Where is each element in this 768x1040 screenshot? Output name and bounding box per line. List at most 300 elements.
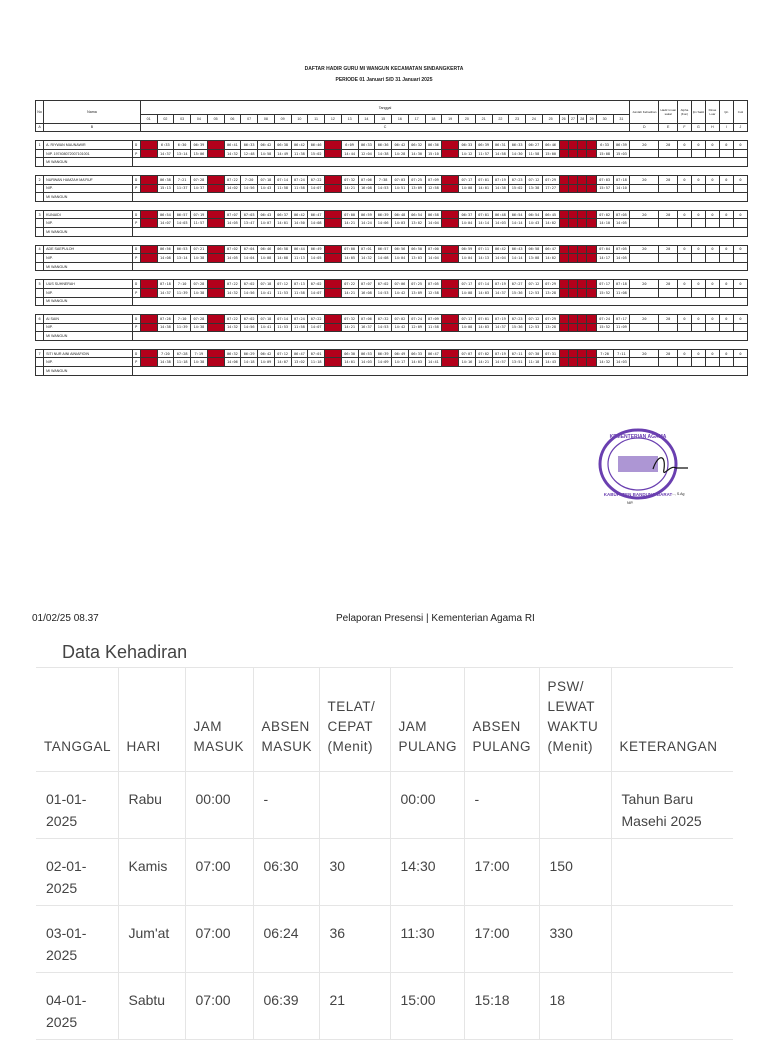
teacher-name: ADE SAEPULOH	[44, 245, 132, 254]
time-in-cell: 07:29	[542, 175, 559, 184]
time-in-cell: 07:09	[425, 175, 442, 184]
time-in-cell: 06:48	[492, 210, 509, 219]
time-out-cell: 11:39	[174, 323, 191, 332]
table-cell: -	[464, 772, 539, 839]
header-day: 17	[408, 115, 425, 124]
unit-row-fill	[132, 332, 747, 341]
time-out-cell: 11:58	[526, 149, 543, 158]
header-day: 08	[258, 115, 275, 124]
time-out-cell: 14:53	[375, 184, 392, 193]
total-cell: 0	[719, 245, 733, 254]
time-in-cell: 06:33	[408, 349, 425, 358]
time-in-cell: 06:59	[358, 210, 375, 219]
time-in-cell: 06:42	[291, 210, 308, 219]
table-cell: 00:00	[390, 772, 464, 839]
time-out-cell	[207, 219, 224, 228]
table-row	[36, 158, 748, 167]
time-in-cell: 07:28	[191, 315, 208, 324]
time-out-cell: 14:30	[509, 149, 526, 158]
time-in-cell	[140, 141, 157, 150]
time-out-cell: 14:08	[274, 254, 291, 263]
teacher-unit: MI WANGUN	[44, 193, 132, 202]
time-in-cell: 06:53	[358, 349, 375, 358]
time-in-cell: 06:32	[224, 349, 241, 358]
teacher-unit: MI WANGUN	[44, 332, 132, 341]
time-in-cell: 07:22	[308, 175, 325, 184]
time-out-cell	[442, 149, 459, 158]
time-in-cell: 06:36	[375, 141, 392, 150]
time-in-cell	[587, 349, 596, 358]
time-out-cell: 14:18	[241, 358, 258, 367]
time-out-cell: 15:52	[596, 323, 613, 332]
teacher-unit: MI WANGUN	[44, 227, 132, 236]
time-in-cell: 06:48	[392, 210, 409, 219]
time-out-cell: 14:57	[492, 358, 509, 367]
time-out-cell: 14:10	[596, 219, 613, 228]
total-cell: 0	[705, 315, 719, 324]
header-izin-sakit: Ijin Sakit	[691, 101, 705, 124]
time-in-cell	[587, 245, 596, 254]
total-empty	[705, 219, 719, 228]
time-out-cell: 11:58	[291, 288, 308, 297]
time-out-cell: 14:53	[375, 288, 392, 297]
total-cell: 0	[705, 349, 719, 358]
time-in-cell: 06:42	[492, 245, 509, 254]
total-empty	[691, 149, 705, 158]
header-hadir: Hadir tmuai sakal	[659, 101, 678, 124]
row-spacer	[36, 340, 748, 349]
time-in-cell: 07:32	[341, 175, 358, 184]
time-out-cell	[587, 149, 596, 158]
time-out-cell: 14:43	[258, 184, 275, 193]
row-spacer	[36, 201, 748, 210]
time-in-cell: 06:32	[408, 141, 425, 150]
table-cell: 07:00	[185, 906, 253, 973]
time-in-cell: 07:22	[341, 280, 358, 289]
time-out-cell: 16:08	[358, 288, 375, 297]
time-out-cell	[578, 219, 587, 228]
total-cuti: 0	[733, 245, 747, 254]
time-in-cell: 07:24	[596, 315, 613, 324]
time-out-cell: 14:04	[459, 254, 476, 263]
time-in-cell: 06:47	[542, 245, 559, 254]
row-no: 2	[36, 175, 44, 184]
time-out-cell: 13:47	[241, 219, 258, 228]
time-out-cell: 14:07	[157, 219, 174, 228]
total-cell: 20	[659, 280, 678, 289]
column-header: ABSEN PULANG	[464, 667, 539, 772]
time-out-cell: 15:06	[191, 149, 208, 158]
table-cell: -	[253, 772, 319, 839]
row-no: 6	[36, 315, 44, 324]
time-out-cell: 13:03	[408, 254, 425, 263]
header-day: 05	[207, 115, 224, 124]
stamp-text-bottom: KABUPATEN BANDUNG BARAT	[603, 492, 673, 497]
table-cell: 14:30	[390, 839, 464, 906]
col-letter: F	[678, 123, 692, 132]
total-empty	[719, 358, 733, 367]
total-empty	[659, 149, 678, 158]
time-in-cell	[578, 141, 587, 150]
unit-row-fill	[132, 297, 747, 306]
total-cell: 0	[691, 280, 705, 289]
total-empty	[691, 254, 705, 263]
total-empty	[705, 323, 719, 332]
time-out-cell: 14:58	[258, 149, 275, 158]
time-out-cell: 14:02	[542, 219, 559, 228]
time-in-cell	[207, 210, 224, 219]
unit-row-fill	[132, 227, 747, 236]
time-in-cell	[578, 349, 587, 358]
time-out-cell: 14:03	[492, 219, 509, 228]
time-out-cell: 12:04	[358, 149, 375, 158]
time-in-cell: 07:17	[459, 175, 476, 184]
total-cell: 0	[705, 210, 719, 219]
time-out-cell: 14:07	[258, 219, 275, 228]
time-in-cell	[568, 141, 577, 150]
total-cell: 0	[678, 315, 692, 324]
time-in-cell: 06:33	[358, 141, 375, 150]
time-in-cell: 07:19	[492, 175, 509, 184]
table-row	[36, 184, 748, 193]
time-in-cell	[442, 175, 459, 184]
time-in-cell	[559, 175, 568, 184]
time-in-cell: 06:31	[492, 141, 509, 150]
table-cell: Kamis	[118, 839, 185, 906]
time-in-cell: 06:33	[509, 141, 526, 150]
time-in-cell: 07:19	[492, 315, 509, 324]
time-out-cell: 15:36	[509, 288, 526, 297]
teacher-unit: MI WANGUN	[44, 367, 132, 376]
time-in-cell: 07:22	[308, 315, 325, 324]
time-out-cell	[587, 288, 596, 297]
total-cell: 0	[705, 141, 719, 150]
time-out-cell	[587, 323, 596, 332]
time-in-cell: 06:47	[425, 349, 442, 358]
time-in-cell: 7:21	[174, 175, 191, 184]
time-out-cell: 14:21	[341, 323, 358, 332]
time-out-cell	[442, 184, 459, 193]
row-no-empty	[36, 158, 44, 167]
time-out-cell	[207, 288, 224, 297]
kehadiran-table	[36, 667, 733, 1040]
table-cell: Jum'at	[118, 906, 185, 973]
header-day: 02	[157, 115, 174, 124]
column-header: TANGGAL	[36, 667, 118, 772]
time-out-cell: 14:37	[157, 149, 174, 158]
time-in-cell: 07:00	[425, 245, 442, 254]
time-out-cell: 15:10	[425, 149, 442, 158]
col-letter: C	[140, 123, 630, 132]
total-empty	[719, 184, 733, 193]
time-out-cell	[578, 288, 587, 297]
total-cell: 0	[678, 280, 692, 289]
teacher-unit: MI WANGUN	[44, 262, 132, 271]
row-type-datang: D	[132, 315, 140, 324]
time-in-cell	[568, 315, 577, 324]
time-out-cell: 14:05	[224, 219, 241, 228]
table-row	[36, 332, 748, 341]
time-out-cell	[568, 323, 577, 332]
time-in-cell: 07:28	[191, 280, 208, 289]
print-source: Pelaporan Presensi | Kementerian Agama RI	[336, 613, 535, 624]
time-out-cell: 11:37	[174, 184, 191, 193]
time-in-cell: 07:28	[157, 315, 174, 324]
time-in-cell: 07:13	[291, 280, 308, 289]
time-in-cell: 07:07	[459, 349, 476, 358]
time-out-cell: 11:58	[291, 323, 308, 332]
table-cell: Tahun Baru Masehi 2025	[611, 772, 733, 839]
time-out-cell: 11:57	[475, 149, 492, 158]
time-out-cell: 14:04	[425, 254, 442, 263]
total-empty	[678, 149, 692, 158]
stamp-text-top: KEMENTERIAN AGAMA	[609, 434, 667, 440]
time-out-cell	[578, 323, 587, 332]
row-no-empty	[36, 149, 44, 158]
total-cell: 0	[719, 349, 733, 358]
header-day: 21	[475, 115, 492, 124]
total-cell: 0	[678, 141, 692, 150]
time-out-cell: 14:01	[475, 184, 492, 193]
time-out-cell: 14:41	[258, 323, 275, 332]
col-letter: E	[659, 123, 678, 132]
table-row	[36, 288, 748, 297]
time-in-cell: 07:25	[408, 280, 425, 289]
time-in-cell: 07:18	[258, 175, 275, 184]
time-in-cell	[559, 349, 568, 358]
row-type-pulang: P	[132, 323, 140, 332]
table-cell: Rabu	[118, 772, 185, 839]
time-out-cell	[568, 219, 577, 228]
time-out-cell: 15:57	[596, 184, 613, 193]
time-in-cell: 07:24	[291, 315, 308, 324]
total-empty	[705, 288, 719, 297]
time-in-cell: 07:12	[526, 280, 543, 289]
header-day: 01	[140, 115, 157, 124]
time-in-cell: 06:50	[408, 245, 425, 254]
time-in-cell	[140, 210, 157, 219]
time-in-cell	[578, 175, 587, 184]
printed-report	[0, 590, 768, 1030]
time-in-cell: 07:29	[542, 315, 559, 324]
time-out-cell	[587, 358, 596, 367]
time-out-cell: 16:37	[358, 323, 375, 332]
time-out-cell	[325, 254, 342, 263]
time-out-cell: 14:02	[224, 184, 241, 193]
total-empty	[659, 254, 678, 263]
time-in-cell	[140, 349, 157, 358]
time-out-cell: 14:32	[596, 358, 613, 367]
time-out-cell: 14:58	[492, 149, 509, 158]
time-out-cell: 14:38	[492, 184, 509, 193]
total-cuti: 0	[733, 141, 747, 150]
row-type-datang: D	[132, 175, 140, 184]
row-no-empty	[36, 193, 44, 202]
table-cell: 15:00	[390, 973, 464, 1040]
time-in-cell: 07:23	[509, 315, 526, 324]
total-cell: 0	[705, 175, 719, 184]
table-cell: 36	[319, 906, 390, 973]
time-out-cell: 13:08	[526, 254, 543, 263]
time-out-cell: 14:38	[191, 323, 208, 332]
time-in-cell	[442, 141, 459, 150]
time-out-cell: 13:14	[174, 149, 191, 158]
time-in-cell: 6:33	[157, 141, 174, 150]
table-cell: 17:00	[464, 906, 539, 973]
header-day: 03	[174, 115, 191, 124]
time-in-cell: 07:14	[274, 315, 291, 324]
teacher-name: KUNAIDI	[44, 210, 132, 219]
time-in-cell	[587, 175, 596, 184]
signature-name: ..., S.Ag	[672, 492, 685, 496]
time-in-cell: 07:24	[291, 175, 308, 184]
time-in-cell: 7:10	[174, 315, 191, 324]
header-day: 27	[568, 115, 577, 124]
row-no: 5	[36, 280, 44, 289]
time-out-cell: 11:08	[613, 288, 630, 297]
time-in-cell: 07:02	[596, 210, 613, 219]
time-out-cell: 14:28	[392, 149, 409, 158]
time-out-cell: 14:56	[241, 323, 258, 332]
column-header: KETERANGAN	[611, 667, 733, 772]
time-out-cell: 12:48	[241, 149, 258, 158]
teacher-nip: NIP.	[44, 288, 132, 297]
time-in-cell	[587, 315, 596, 324]
total-jumlah: 20	[630, 210, 659, 219]
total-jumlah: 20	[630, 245, 659, 254]
time-out-cell: 14:12	[459, 149, 476, 158]
time-in-cell: 06:39	[475, 141, 492, 150]
time-out-cell: 14:01	[341, 358, 358, 367]
time-out-cell: 14:14	[475, 219, 492, 228]
time-out-cell: 14:32	[224, 323, 241, 332]
total-empty	[733, 149, 747, 158]
time-in-cell: 06:42	[258, 141, 275, 150]
time-out-cell: 14:01	[274, 219, 291, 228]
header-day: 10	[291, 115, 308, 124]
time-in-cell: 07:30	[526, 349, 543, 358]
time-out-cell: 11:58	[291, 184, 308, 193]
column-header: ABSEN MASUK	[253, 667, 319, 772]
time-out-cell: 14:38	[191, 358, 208, 367]
total-cell: 0	[691, 245, 705, 254]
time-in-cell: 07:18	[258, 280, 275, 289]
time-out-cell	[578, 149, 587, 158]
total-cell: 0	[678, 245, 692, 254]
total-cuti: 0	[733, 349, 747, 358]
time-in-cell: 07:12	[526, 175, 543, 184]
time-out-cell: 14:03	[475, 288, 492, 297]
col-letter: A	[36, 123, 44, 132]
time-out-cell: 14:21	[475, 358, 492, 367]
time-in-cell: 07:03	[241, 210, 258, 219]
time-out-cell	[578, 358, 587, 367]
time-out-cell: 14:02	[542, 254, 559, 263]
time-out-cell: 14:50	[291, 219, 308, 228]
time-in-cell: 07:17	[613, 315, 630, 324]
table-row	[36, 262, 748, 271]
time-in-cell: 7:20	[157, 349, 174, 358]
time-in-cell: 07:31	[542, 349, 559, 358]
time-out-cell: 11:53	[274, 323, 291, 332]
table-cell: 21	[319, 973, 390, 1040]
time-out-cell: 15:52	[596, 288, 613, 297]
total-empty	[691, 219, 705, 228]
time-out-cell: 11:57	[191, 219, 208, 228]
col-letter: D	[630, 123, 659, 132]
teacher-name: NURWAN HAMZAH MA'RUF	[44, 175, 132, 184]
header-ijin: Ijin	[719, 101, 733, 124]
time-out-cell: 14:04	[392, 254, 409, 263]
sheet-title: DAFTAR HADIR GURU MI WANGUN KECAMATAN SINDANGKERTA	[304, 66, 464, 72]
total-cell: 0	[691, 349, 705, 358]
time-in-cell: 07:22	[224, 315, 241, 324]
time-in-cell: 06:46	[542, 141, 559, 150]
time-in-cell: 07:00	[341, 210, 358, 219]
table-row	[36, 323, 748, 332]
time-out-cell: 14:21	[341, 219, 358, 228]
total-cuti: 0	[733, 210, 747, 219]
time-in-cell: 06:58	[274, 245, 291, 254]
row-no: 1	[36, 141, 44, 150]
time-in-cell: 06:58	[526, 245, 543, 254]
time-out-cell: 15:02	[308, 149, 325, 158]
time-in-cell: 6:30	[174, 141, 191, 150]
total-empty	[705, 149, 719, 158]
table-row	[36, 254, 748, 263]
total-empty	[733, 219, 747, 228]
total-empty	[659, 358, 678, 367]
time-out-cell	[140, 149, 157, 158]
time-in-cell	[207, 175, 224, 184]
total-empty	[733, 184, 747, 193]
time-out-cell	[559, 254, 568, 263]
time-in-cell: 07:04	[241, 245, 258, 254]
column-header: JAM PULANG	[390, 667, 464, 772]
time-in-cell	[140, 280, 157, 289]
teacher-nip: NIP. 197408072007101001	[44, 149, 132, 158]
time-in-cell: 07:22	[224, 280, 241, 289]
row-no: 7	[36, 349, 44, 358]
total-empty	[705, 254, 719, 263]
time-in-cell	[207, 141, 224, 150]
time-out-cell: 14:05	[613, 219, 630, 228]
time-in-cell	[578, 245, 587, 254]
teacher-name: AI SAIN	[44, 315, 132, 324]
time-in-cell: 06:27	[526, 141, 543, 150]
time-out-cell	[568, 184, 577, 193]
time-out-cell: 14:38	[191, 254, 208, 263]
time-out-cell: 11:38	[291, 149, 308, 158]
header-dinas-luar: Dinas Luar	[705, 101, 719, 124]
time-out-cell	[587, 184, 596, 193]
time-in-cell: 07:02	[308, 280, 325, 289]
time-out-cell	[442, 219, 459, 228]
time-out-cell: 13:51	[509, 358, 526, 367]
table-row	[36, 315, 748, 324]
total-cell: 0	[678, 210, 692, 219]
time-in-cell	[568, 280, 577, 289]
time-out-cell: 12:53	[526, 323, 543, 332]
time-out-cell: 11:39	[174, 288, 191, 297]
row-no-empty	[36, 297, 44, 306]
time-in-cell: 07:07	[224, 210, 241, 219]
time-in-cell: 06:33	[459, 141, 476, 150]
time-out-cell	[559, 323, 568, 332]
time-out-cell	[559, 358, 568, 367]
time-out-cell	[442, 323, 459, 332]
time-in-cell: 06:41	[224, 141, 241, 150]
